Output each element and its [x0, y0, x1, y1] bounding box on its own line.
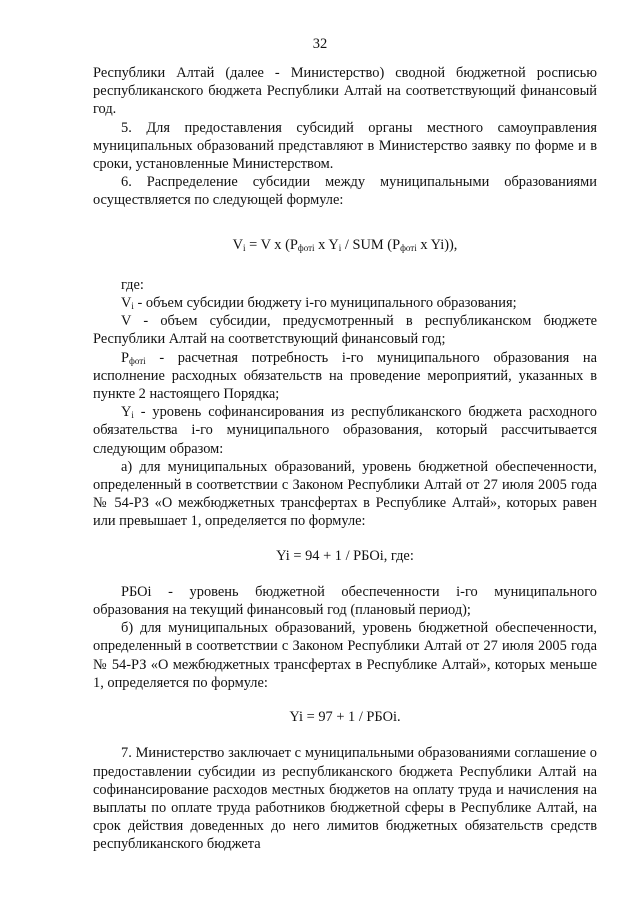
page-number: 32 [312, 36, 328, 52]
definition-vi: $V_i$ - объем субсидии бюджету i-го муниципального образования; [121, 295, 517, 312]
definition-pfot: $P_{фотi}$ - расчетная потребность i-го муниципального образования на исполнение расходных обязательств на проведение мероприятий, указанных в пункте 2 настоящего Порядка; [93, 349, 597, 403]
subitem-a: а) для муниципальных образований, уровень бюджетной обеспеченности, определенный в соответствии с Законом Республики Алтай от 27 июля 2005 года № 54-РЗ «О межбюджетных трансфертах в Республике Алтай», которых равен или превышает 1, определяется по формуле: [93, 458, 597, 530]
formula-yi-low: Yi = 97 + 1 / РБОi. [289, 709, 401, 726]
paragraph-6: 6. Распределение субсидии между муниципальными образованиями осуществляется по следующей формуле: [93, 174, 597, 209]
where-label: где: [121, 276, 144, 293]
definition-rboi: РБОi - уровень бюджетной обеспеченности i-го муниципального образования на текущий финансовый год (плановый период); [93, 583, 597, 619]
paragraph-5: 5. Для предоставления субсидий органы местного самоуправления муниципальных образований представляют в Министерство заявку по форме и в сроки, установленные Министерством. [93, 119, 597, 173]
document-body [93, 64, 597, 854]
formula-yi-high: Yi = 94 + 1 / РБОi, где: [276, 547, 414, 564]
definition-yi: $Y_i$ - уровень софинансирования из республиканского бюджета расходного обязательства i-го муниципального образования, который рассчитывается следующим образом: [93, 404, 597, 457]
definition-v: V - объем субсидии, предусмотренный в республиканском бюджете Республики Алтай на соответствующий финансовый год; [93, 313, 597, 348]
subitem-b: б) для муниципальных образований, уровень бюджетной обеспеченности, определенный в соответствии с Законом Республики Алтай от 27 июля 2005 года № 54-РЗ «О межбюджетных трансфертах в Республике Алтай», которых меньше 1, определяется по формуле: [93, 620, 597, 691]
formula-subsidy-distribution: $V_i = V$ x ($P_{фотi}$ x $Y_i$ / SUM ($P_{фотi}$ x Yi)), [232, 236, 458, 253]
paragraph-7: 7. Министерство заключает с муниципальными образованиями соглашение о предоставлении субсидии из республиканского бюджета Республики Алтай на софинансирование расходов местных бюджетов на оплату труда и начисления на выплаты по оплате труда работников бюджетной сферы в Республике Алтай, на срок действия доведенных до него лимитов бюджетных обязательств средств республиканского бюджета [93, 745, 597, 853]
paragraph-continuation: Республики Алтай (далее - Министерство) сводной бюджетной росписью республиканского бюджета Республики Алтай на соответствующий финансовый год. [93, 65, 597, 118]
